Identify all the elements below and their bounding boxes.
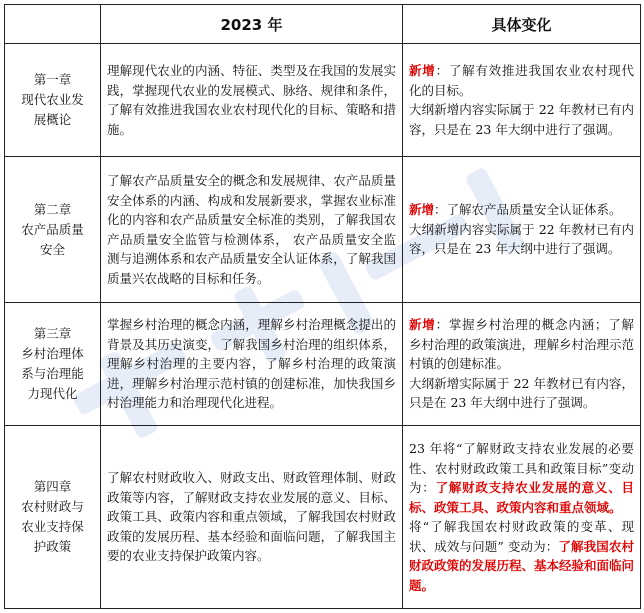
change-label: 新增: [409, 202, 435, 218]
change-text: 23 年将“了解财政支持农业发展的必要性、农村财政政策工具和政策目标”变动为：: [409, 441, 634, 495]
change-label: 新增: [409, 317, 436, 333]
change-text: ：掌握乡村治理的概念内涵；了解乡村治理的政策演进，理解乡村治理示范村镇的创建标准。: [409, 317, 635, 372]
table-row: [5, 157, 641, 303]
table-row: [5, 303, 641, 426]
header-empty: [5, 5, 101, 44]
chapter-title: 第二章 农产品质量 安全: [21, 201, 84, 257]
change-cell: [403, 44, 641, 157]
content-cell: 了解农村财政收入、财政支出、财政管理体制、财政政策等内容，了解财政支持农业发展的意义、目标、政策工具、政策内容和重点领域，了解我国农村财政政策的发展历程、基本经验和面临问题，了解我国主要的农业支持保护政策内容。: [101, 426, 403, 609]
header-year: 2023 年: [101, 5, 403, 44]
syllabus-comparison-table: [4, 4, 641, 609]
change-text: 将“了解我国农村财政政策的变革、现状、成效与问题” 变动为：: [409, 519, 634, 554]
header-row: [5, 5, 641, 44]
change-text: ：了解农产品质量安全认证体系。: [434, 202, 622, 218]
chapter-cell: [5, 44, 101, 157]
change-text: ：了解有效推进我国农业农村现代化的目标。: [409, 63, 634, 98]
change-cell: [403, 157, 641, 303]
chapter-title: 第三章 乡村治理体 系与治理能 力现代化: [21, 326, 84, 401]
change-cell: [403, 303, 641, 426]
change-highlight: 了解财政支持农业发展的意义、目标、政策工具、政策内容和重点领域。: [409, 480, 634, 515]
change-note: 大纲新增实际属于 22 年教材已有内容，只是在 23 年大纲中进行了强调。: [409, 375, 634, 411]
change-note: 大纲新增内容实际属于 22 年教材已有内容，只是在 23 年大纲中进行了强调。: [409, 102, 634, 137]
content-cell: 理解现代农业的内涵、特征、类型及在我国的发展实践，掌握现代农业的发展模式、脉络、规律和条件，了解有效推进我国农业农村现代化的目标、策略和措施。: [101, 44, 403, 157]
change-highlight: 了解我国农村财政政策的发展历程、基本经验和面临问题。: [409, 538, 635, 593]
chapter-title: 第四章 农村财政与 农业支持保 护政策: [21, 479, 84, 554]
header-change: 具体变化: [403, 5, 641, 44]
chapter-cell: [5, 426, 101, 609]
change-cell: [403, 426, 641, 609]
change-label: 新增: [409, 63, 436, 78]
table-row: [5, 44, 641, 157]
content-cell: 了解农产品质量安全的概念和发展规律、农产品质量安全体系的内涵、构成和发展新要求，掌握农业标准化的内容和农产品质量安全标准的类别，了解我国农产品质量安全监管与检测体系， 农产品质量安全监测与追溯体系和农产品质量安全认证体系，了解我国质量兴农战略的目标和任务。: [101, 157, 403, 303]
chapter-cell: [5, 303, 101, 426]
change-note: 大纲新增内容实际属于 22 年教材已有内容，只是在 23 年大纲中进行了强调。: [409, 221, 634, 257]
chapter-title: 第一章 现代农业发 展概论: [21, 72, 84, 127]
content-cell: 掌握乡村治理的概念内涵，理解乡村治理概念提出的背景及其历史演变，了解我国乡村治理的组织体系，理解乡村治理的主要内容，了解乡村治理的政策演进，理解乡村治理示范村镇的创建标准，加快我国乡村治理能力和治理现代化进程。: [101, 303, 403, 426]
chapter-cell: [5, 157, 101, 303]
table-row: [5, 426, 641, 609]
